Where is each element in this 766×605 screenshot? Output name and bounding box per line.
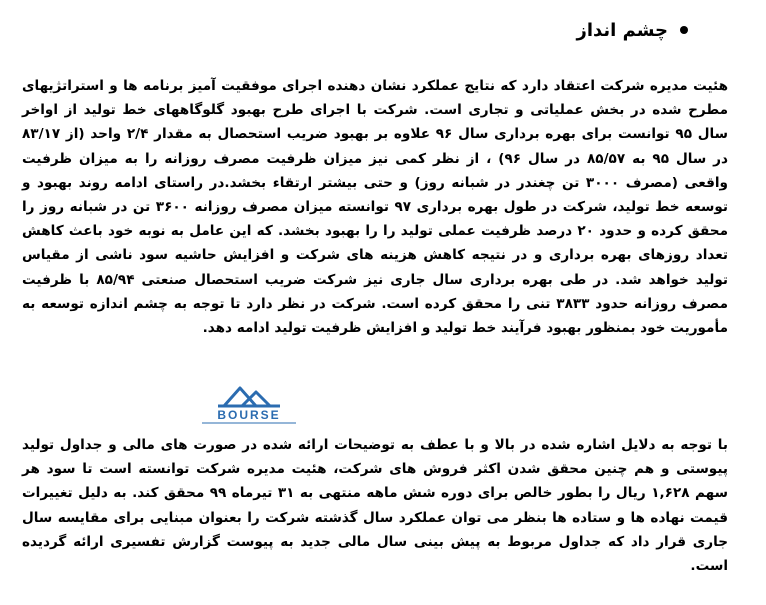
section-heading bbox=[576, 14, 688, 46]
bullet-icon bbox=[680, 26, 688, 34]
section-heading-title: چشم انداز bbox=[576, 19, 668, 41]
paragraph-outlook: هئیت مدیره شرکت اعتقاد دارد که نتایج عملکرد نشان دهنده اجرای موفقیت آمیز برنامه ها و استراتژیهای مطرح شده در بخش عملیاتی و تجاری است. شرکت با اجرای طرح بهبود گلوگاههای خط تولید از اواخر سال ۹۵ توانست برای بهره برداری سال ۹۶ علاوه بر بهبود ضریب استحصال به مقدار ۲/۴ واحد (از ۸۳/۱۷ در سال ۹۵ به ۸۵/۵۷ در سال ۹۶) ، از نظر کمی نیز میزان ظرفیت مصرف روزانه را به میزان ظرفیت واقعی (مصرف ۳۰۰۰ تن چغندر در شبانه روز) و حتی بیشتر ارتقاء بخشد.در راستای ادامه روند بهبود و توسعه خط تولید، شرکت در طول بهره برداری ۹۷ توانسته میزان مصرف روزانه ۳۶۰۰ تن در شبانه روز را محقق کرده و حدود ۲۰ درصد ظرفیت عملی تولید را را بهبود بخشد. که این عامل به نوبه خود باعث کاهش تعداد روزهای بهره برداری و در نتیجه کاهش هزینه های شرکت و افزایش حاشیه سود ناشی از مقیاس تولید خواهد شد. در طی بهره برداری سال جاری نیز شرکت ضریب استحصال صنعتی ۸۵/۹۴ با ظرفیت مصرف روزانه حدود ۳۸۳۳ تنی را محقق کرده است. شرکت در نظر دارد تا توجه به چشم اندازه توسعه به مأموریت خود بمنظور بهبود فرآیند خط تولید و افزایش ظرفیت تولید ادامه دهد. bbox=[22, 78, 729, 337]
bourse-logo-icon bbox=[188, 382, 310, 426]
paragraph-eps: با توجه به دلایل اشاره شده در بالا و با عطف به توضیحات ارائه شده در صورت های مالی و جداول تولید پیوستی و هم چنین محقق شدن اکثر فروش های شرکت، هئیت مدیره شرکت توانسته است تا سود هر سهم ۱,۶۲۸ ریال را بطور خالص برای دوره شش ماهه منتهی به ۳۱ تیرماه ۹۹ محقق کند. به دلیل تغییرات قیمت نهاده ها و ستاده ها بنظر می توان عملکرد سال گذشته شرکت را بعنوان مبنایی برای مقایسه سال جاری قرار داد که جداول مربوط به پیش بینی سال مالی جدید به پیوست گزارش تفسیری ارائه گردیده است. bbox=[22, 437, 728, 575]
logo-text: BOURSE bbox=[217, 408, 281, 422]
